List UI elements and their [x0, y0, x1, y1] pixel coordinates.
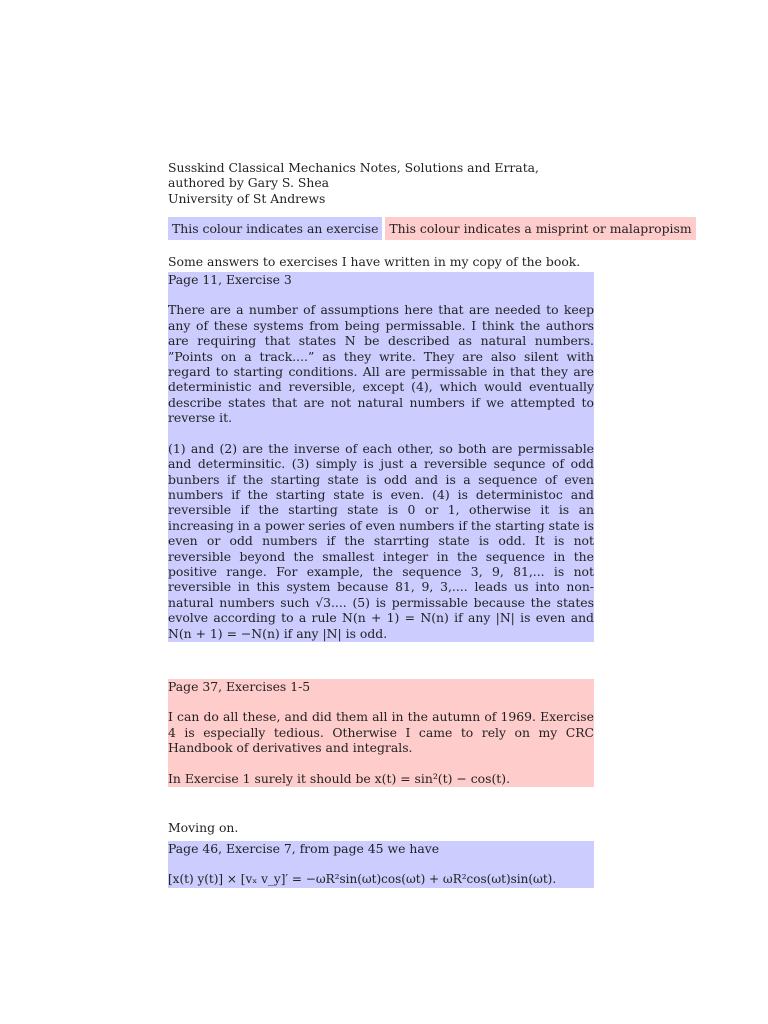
- intro-text: Some answers to exercises I have written in my copy of the book.: [168, 253, 581, 269]
- paragraph: I can do all these, and did them all in the autumn of 1969. Exercise 4 is especially tedious. Otherwise I came to rely on my CRC Handbook of derivatives and integrals.: [168, 709, 594, 756]
- color-legend: [168, 217, 692, 239]
- formula: [x(t) y(t)] × [vₓ v_y]′ = −ωR²sin(ωt)cos(ωt) + ωR²cos(ωt)sin(ωt).: [168, 871, 557, 886]
- exercise-block-page-11: [168, 272, 594, 642]
- legend-misprint: This colour indicates a misprint or malapropism: [385, 217, 695, 239]
- paragraph: (1) and (2) are the inverse of each other, so both are permissable and determinsitic. (3) simply is just a reversible sequnce of odd bunbers if the starting state is odd and is a sequence of even numbers if the starting state is even. (4) is deterministoc and reversible if the starting state is 0 or 1, otherwise it is an increasing in a power series of even numbers if the starting state is even or odd numbers if the starrting state is odd. It is not reversible beyond the smallest integer in the sequence in the positive range. For example, the sequence 3, 9, 81,... is not reversible in this system because 81, 9, 3,.... leads us into non-natural numbers such √3.... (5) is permissable because the states evolve according to a rule N(n + 1) = N(n) if any |N| is even and N(n + 1) = −N(n) if any |N| is odd.: [168, 440, 594, 641]
- moving-on-text: Moving on.: [168, 820, 239, 835]
- legend-exercise: This colour indicates an exercise: [168, 217, 382, 239]
- section-heading: Page 11, Exercise 3: [168, 272, 292, 288]
- spacer: [168, 642, 594, 676]
- section-heading: Page 46, Exercise 7, from page 45 we have: [168, 841, 440, 857]
- document-page: [168, 160, 692, 888]
- header-title-line: Susskind Classical Mechanics Notes, Solutions and Errata,: [168, 160, 539, 175]
- header-institution-line: University of St Andrews: [168, 190, 326, 206]
- exercise-block-page-46: [168, 841, 594, 888]
- paragraph: In Exercise 1 surely it should be x(t) = sin²(t) − cos(t).: [168, 770, 511, 786]
- spacer: [168, 787, 594, 820]
- document-header: [168, 160, 594, 206]
- header-author-line: authored by Gary S. Shea: [168, 175, 330, 191]
- misprint-block-page-37: [168, 679, 594, 787]
- paragraph: There are a number of assumptions here that are needed to keep any of these systems from being permissable. I think the authors are requiring that states N be described as natural numbers. ”Points on a track....” as they write. They are also silent with regard to starting conditions. All are permissable in that they are deterministic and reversible, except (4), which would eventually describe states that are not natural numbers if we attempted to reverse it.: [168, 302, 594, 426]
- section-heading: Page 37, Exercises 1-5: [168, 678, 311, 694]
